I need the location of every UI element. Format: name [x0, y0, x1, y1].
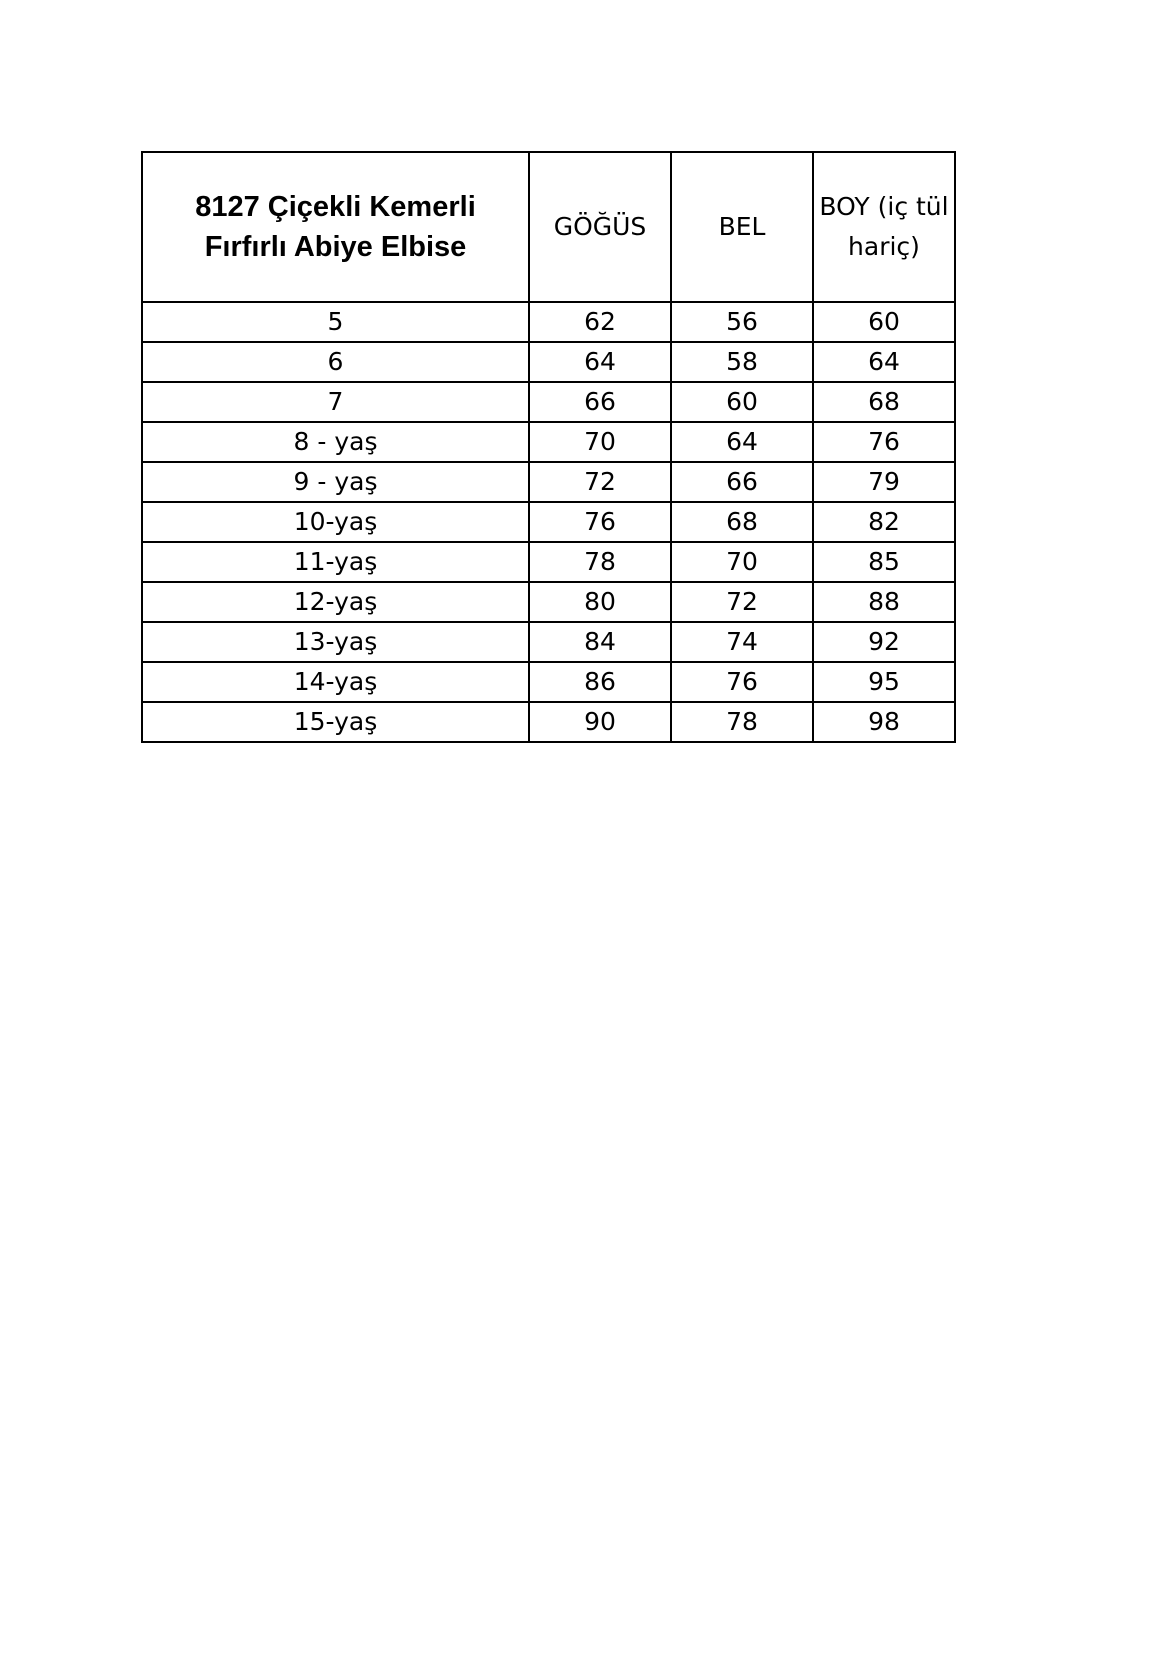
product-title-line-1: 8127 Çiçekli Kemerli [195, 191, 476, 223]
waist-cell: 78 [671, 702, 813, 742]
waist-cell: 60 [671, 382, 813, 422]
size-cell: 15-yaş [142, 702, 529, 742]
size-cell: 12-yaş [142, 582, 529, 622]
chest-cell: 66 [529, 382, 671, 422]
chest-cell: 86 [529, 662, 671, 702]
size-cell: 11-yaş [142, 542, 529, 582]
table-header-row [142, 152, 955, 302]
product-title-header [142, 152, 529, 302]
size-cell: 6 [142, 342, 529, 382]
chest-cell: 70 [529, 422, 671, 462]
waist-cell: 64 [671, 422, 813, 462]
waist-cell: 68 [671, 502, 813, 542]
waist-cell: 70 [671, 542, 813, 582]
length-cell: 85 [813, 542, 955, 582]
length-cell: 82 [813, 502, 955, 542]
waist-cell: 74 [671, 622, 813, 662]
waist-cell: 66 [671, 462, 813, 502]
waist-cell: 76 [671, 662, 813, 702]
product-title-line-2: Fırfırlı Abiye Elbise [204, 231, 467, 263]
table-row [142, 662, 955, 702]
table-row [142, 422, 955, 462]
chest-cell: 76 [529, 502, 671, 542]
table-row [142, 502, 955, 542]
table-row [142, 622, 955, 662]
size-cell: 7 [142, 382, 529, 422]
length-cell: 76 [813, 422, 955, 462]
length-header-line-2: hariç) [848, 232, 920, 261]
size-cell: 13-yaş [142, 622, 529, 662]
table-row [142, 382, 955, 422]
waist-cell: 72 [671, 582, 813, 622]
length-cell: 79 [813, 462, 955, 502]
table-row [142, 302, 955, 342]
size-cell: 14-yaş [142, 662, 529, 702]
waist-cell: 58 [671, 342, 813, 382]
chest-cell: 80 [529, 582, 671, 622]
table-row [142, 582, 955, 622]
length-cell: 98 [813, 702, 955, 742]
length-cell: 68 [813, 382, 955, 422]
length-cell: 92 [813, 622, 955, 662]
size-cell: 9 - yaş [142, 462, 529, 502]
table-row [142, 342, 955, 382]
size-cell: 8 - yaş [142, 422, 529, 462]
length-cell: 88 [813, 582, 955, 622]
chest-cell: 72 [529, 462, 671, 502]
chest-cell: 84 [529, 622, 671, 662]
length-column-header [813, 152, 955, 302]
chest-cell: 78 [529, 542, 671, 582]
table-row [142, 542, 955, 582]
table-row [142, 462, 955, 502]
table-row [142, 702, 955, 742]
chest-column-header: GÖĞÜS [529, 152, 671, 302]
length-cell: 64 [813, 342, 955, 382]
chest-cell: 90 [529, 702, 671, 742]
size-cell: 10-yaş [142, 502, 529, 542]
size-chart-table [141, 151, 956, 743]
waist-cell: 56 [671, 302, 813, 342]
size-cell: 5 [142, 302, 529, 342]
length-cell: 60 [813, 302, 955, 342]
length-cell: 95 [813, 662, 955, 702]
chest-cell: 64 [529, 342, 671, 382]
chest-cell: 62 [529, 302, 671, 342]
length-header-line-1: BOY (iç tül [819, 192, 949, 221]
waist-column-header: BEL [671, 152, 813, 302]
